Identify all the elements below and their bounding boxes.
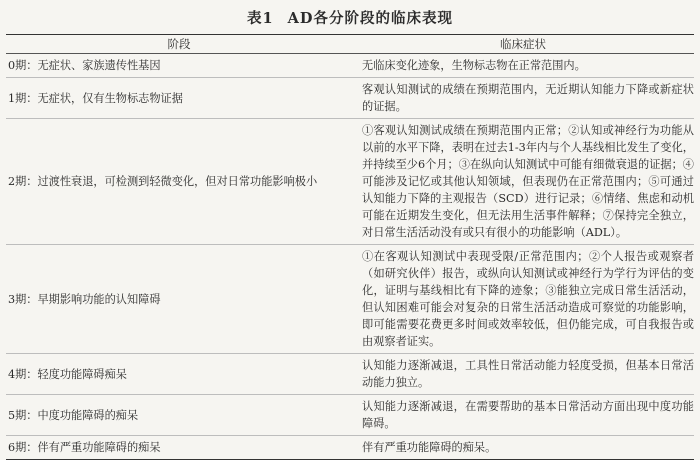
table-caption bbox=[6, 8, 694, 30]
stage-cell: 1期：无症状，仅有生物标志物证据 bbox=[6, 78, 352, 119]
table-row bbox=[6, 354, 694, 395]
table-title: AD各分阶段的临床表现 bbox=[287, 10, 453, 27]
table-row bbox=[6, 245, 694, 354]
header-row bbox=[6, 35, 694, 54]
table-row bbox=[6, 54, 694, 78]
symptoms-cell: 无临床变化迹象，生物标志物在正常范围内。 bbox=[352, 54, 694, 78]
table-row bbox=[6, 78, 694, 119]
table-row bbox=[6, 395, 694, 436]
symptoms-cell: ①客观认知测试成绩在预期范围内正常；②认知或神经行为功能从以前的水平下降，表明在过去1-3年内与个人基线相比发生了变化，并持续至少6个月；③在纵向认知测试中可能有细微衰退的证据；④可能涉及记忆或其他认知领域，但表现仍在正常范围内；⑤可通过认知能力下降的主观报告（SCD）进行记录；⑥情绪、焦虑和动机可能在近期发生变化，但无法用生活事件解释；⑦保持完全独立，对日常生活活动没有或只有很小的功能影响（ADL）。 bbox=[352, 119, 694, 245]
header-stage: 阶段 bbox=[6, 35, 352, 54]
symptoms-cell: 伴有严重功能障碍的痴呆。 bbox=[352, 436, 694, 460]
table-row bbox=[6, 436, 694, 460]
symptoms-cell: 客观认知测试的成绩在预期范围内，无近期认知能力下降或新症状的证据。 bbox=[352, 78, 694, 119]
stage-cell: 3期：早期影响功能的认知障碍 bbox=[6, 245, 352, 354]
table-row bbox=[6, 119, 694, 245]
stage-cell: 2期：过渡性衰退，可检测到轻微变化，但对日常功能影响极小 bbox=[6, 119, 352, 245]
symptoms-cell: 认知能力逐渐减退，工具性日常活动能力轻度受损，但基本日常活动能力独立。 bbox=[352, 354, 694, 395]
symptoms-cell: 认知能力逐渐减退，在需要帮助的基本日常活动方面出现中度功能障碍。 bbox=[352, 395, 694, 436]
header-symptoms: 临床症状 bbox=[352, 35, 694, 54]
stage-cell: 5期：中度功能障碍的痴呆 bbox=[6, 395, 352, 436]
stages-table bbox=[6, 34, 694, 460]
table-number: 表1 bbox=[247, 10, 274, 27]
symptoms-cell: ①在客观认知测试中表现受限/正常范围内；②个人报告或观察者（如研究伙伴）报告，或纵向认知测试或神经行为学行为评估的变化，证明与基线相比有下降的迹象；③能独立完成日常生活活动，但认知困难可能会对复杂的日常生活活动造成可察觉的功能影响，即可能需要花费更多时间或效率较低，但仍能完成，可自我报告或由观察者证实。 bbox=[352, 245, 694, 354]
stage-cell: 4期：轻度功能障碍痴呆 bbox=[6, 354, 352, 395]
stage-cell: 0期：无症状、家族遗传性基因 bbox=[6, 54, 352, 78]
stage-cell: 6期：伴有严重功能障碍的痴呆 bbox=[6, 436, 352, 460]
